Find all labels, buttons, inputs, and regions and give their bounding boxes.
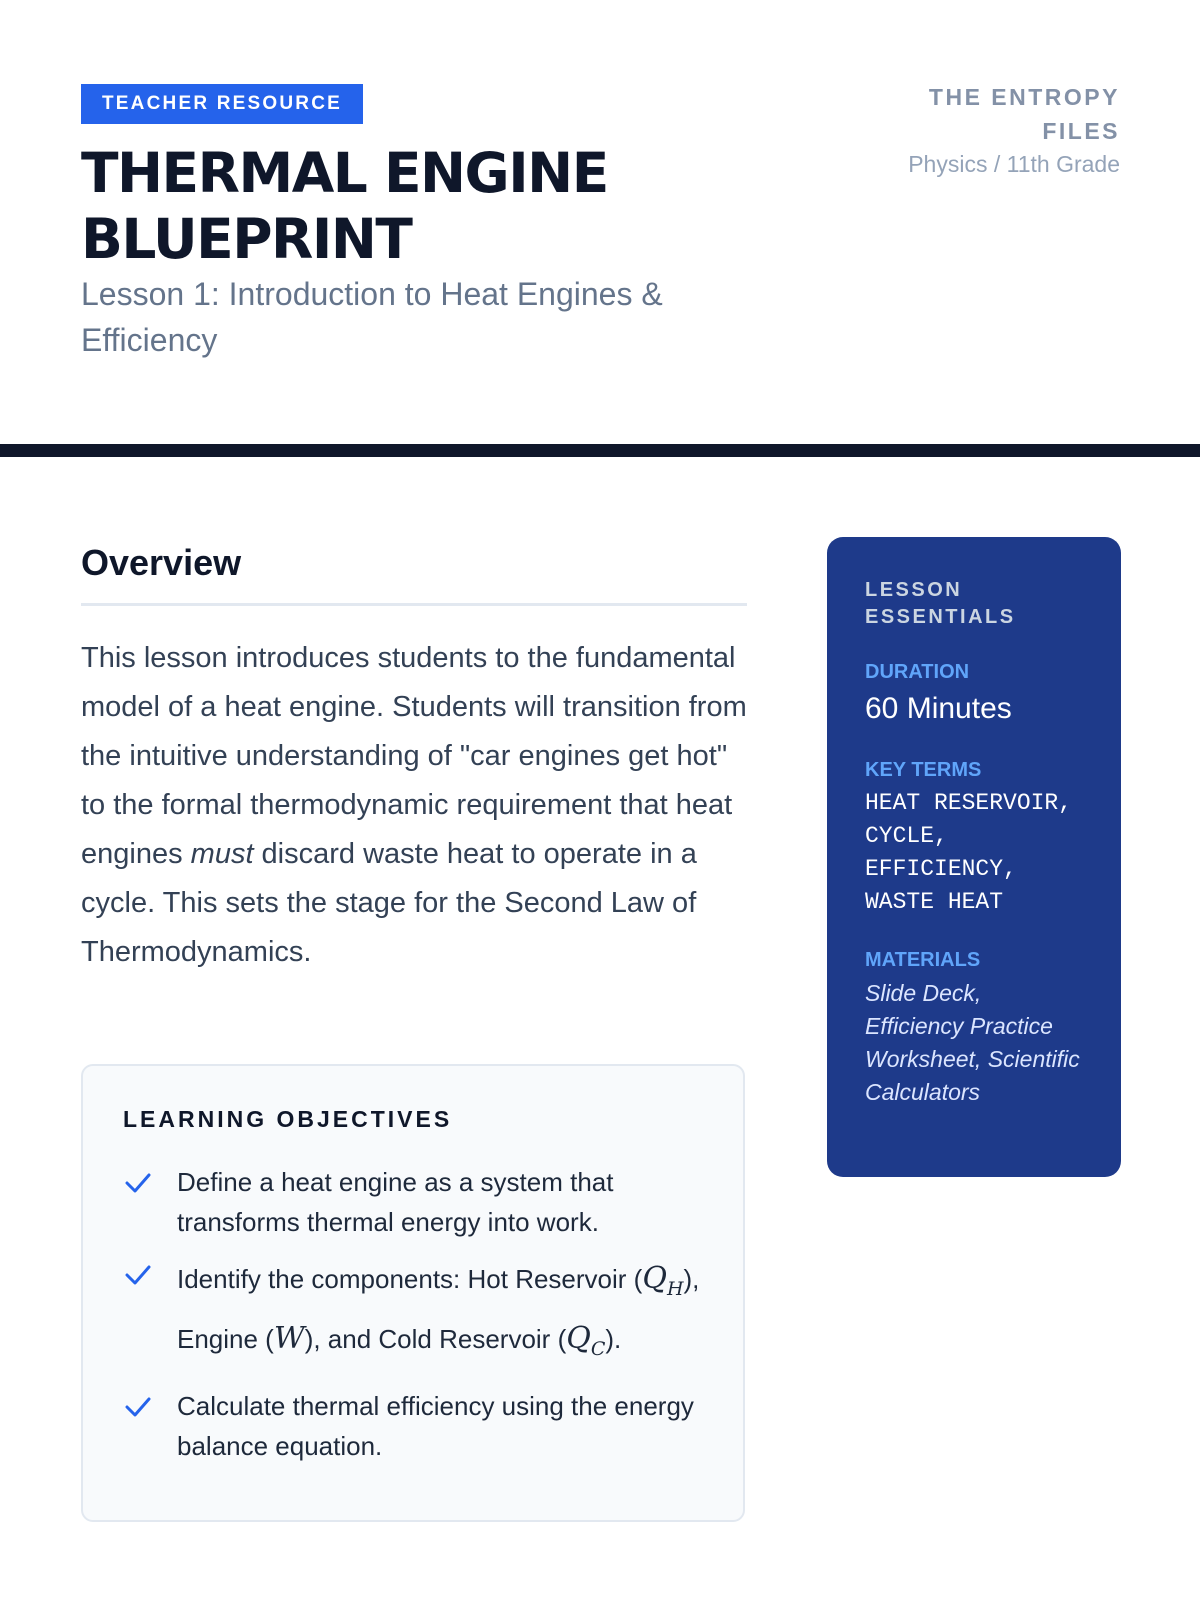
teacher-resource-badge: TEACHER RESOURCE — [81, 84, 363, 124]
header-divider — [0, 444, 1200, 457]
duration-label: DURATION — [865, 661, 970, 683]
objective-text-part: ), Engine ( — [177, 1264, 700, 1354]
key-terms-value: HEAT RESERVOIR, CYCLE, EFFICIENCY, WASTE HEAT — [865, 790, 1073, 915]
overview-underline — [81, 603, 747, 606]
math-q-cold — [566, 1321, 606, 1360]
essentials-heading: LESSON ESSENTIALS — [865, 579, 1016, 628]
objective-item — [123, 1162, 713, 1242]
math-q-hot-base: Q — [642, 1261, 667, 1296]
overview-text-after: discard waste heat to operate in a cycle. This sets the stage for the Second Law of Thermodynamics. — [81, 838, 697, 968]
objective-text-part: Identify the components: Hot Reservoir ( — [177, 1264, 643, 1294]
math-q-cold-base: Q — [566, 1321, 591, 1356]
duration-value: 60 Minutes — [865, 692, 1012, 725]
objective-text: Calculate thermal efficiency using the energy balance equation. — [177, 1391, 694, 1461]
check-icon — [123, 1260, 153, 1290]
objectives-list — [123, 1162, 713, 1478]
check-icon — [123, 1392, 153, 1422]
lesson-subtitle: Lesson 1: Introduction to Heat Engines & Efficiency — [81, 276, 663, 358]
materials-value: Slide Deck, Efficiency Practice Worksheet, Scientific Calculators — [865, 980, 1080, 1105]
overview-text-before: This lesson introduces students to the fundamental model of a heat engine. Students will transition from the intuitive understanding of "car engines get hot" to the formal thermodynamic requirement that heat engines — [81, 642, 747, 870]
check-icon — [123, 1168, 153, 1198]
objective-item — [123, 1254, 713, 1374]
overview-paragraph — [81, 634, 747, 977]
overview-emphasis: must — [190, 838, 254, 870]
lesson-essentials-card — [827, 537, 1121, 1177]
document-header — [0, 0, 1200, 445]
objective-item — [123, 1386, 713, 1466]
math-work: W — [273, 1321, 305, 1356]
math-q-hot — [642, 1261, 684, 1300]
math-q-hot-sub: H — [666, 1278, 684, 1300]
page-title: THERMAL ENGINE BLUEPRINT — [81, 141, 608, 271]
series-name: THE ENTROPY FILES — [928, 84, 1120, 144]
subject-grade: Physics / 11th Grade — [908, 151, 1120, 177]
materials-label: MATERIALS — [865, 949, 981, 971]
math-q-cold-sub: C — [590, 1338, 606, 1360]
objective-text-part: ). — [605, 1324, 622, 1354]
objective-text-part: ), and Cold Reservoir ( — [304, 1324, 567, 1354]
overview-heading: Overview — [81, 542, 242, 583]
objectives-heading: LEARNING OBJECTIVES — [123, 1106, 453, 1132]
key-terms-label: KEY TERMS — [865, 759, 982, 781]
objective-text: Define a heat engine as a system that transforms thermal energy into work. — [177, 1167, 614, 1237]
learning-objectives-box — [81, 1064, 745, 1522]
